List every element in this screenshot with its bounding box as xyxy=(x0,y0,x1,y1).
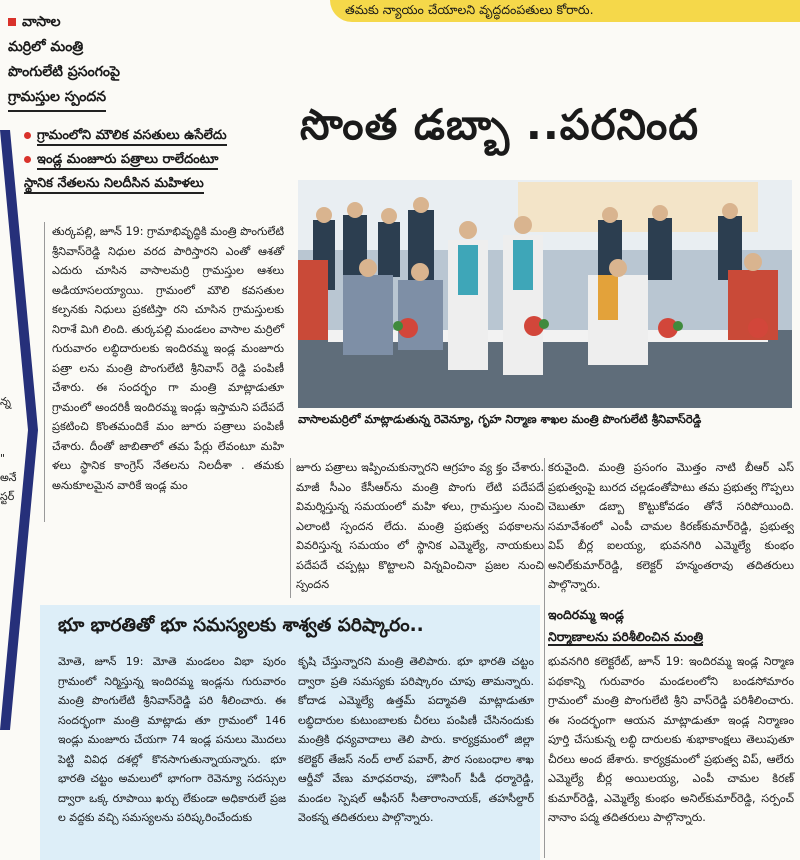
bullet-item-2: ఇండ్ల మంజూరు పత్రాలు రాలేదంటూ xyxy=(24,148,314,172)
article-column-2: జూరు పత్రాలు ఇప్పించుకున్నారని ఆగ్రహం వ్య క్తం చేశారు. మాజీ సీఎం కేసీఆర్‌ను మంత్రి పొంగు లేటి పదేపదే విమర్శిస్తున్న సమయంలో మహి ళలు, గ్రామస్తుల నుంచి ఎలాంటి స్పందన లేదు. మంత్రి ప్రభుత్వ పథకాలను వివరిస్తున్న సమయం లో స్థానిక ఎమ్మెల్యే, నాయకులు పదేపదే చప్పట్లు కొట్టాలని విన్నవించినా ప్రజల నుంచి స్పందన xyxy=(296,461,544,591)
side-story-2-heading-line-2: నిర్మాణాలను పరిశీలించిన మంత్రి xyxy=(548,629,704,644)
boxed-story-headline: భూ భారతితో భూ సమస్యలకు శాశ్వత పరిష్కారం.. xyxy=(58,615,424,636)
column-divider xyxy=(544,458,545,858)
column-divider xyxy=(290,458,291,598)
top-strip-text: తమకు న్యాయం చేయాలని వృద్ధదంపతులు కోరారు. xyxy=(345,2,594,17)
side-heading-line-4: గ్రామస్తుల స్పందన xyxy=(8,85,308,112)
side-heading-line-1: వాసాల xyxy=(8,10,308,35)
bullet-item-3: స్థానిక నేతలను నిలదీసిన మహిళలు xyxy=(24,172,314,196)
article-column-1: తుర్కపల్లి, జూన్ 19: గ్రామాభివృద్ధికి మంత్రి పొంగులేటి శ్రీనివాస్‌రెడ్డి నిధుల వరద పారిస్తారని ఎంతో ఆశతో ఎదురు చూసిన వాసాలమర్రి గ్రామస్తుల ఆశలు అడియాసలయ్యాయి. గ్రామంలో మౌలి కవసతుల కల్పనకు నిధులు ప్రకటిస్తా రని చూసిన గ్రామస్తులకు నిరాశే మిగి లింది. తుర్కపల్లి మండలం వాసాల మర్రిలో గురువారం లబ్ధిదారులకు ఇందిరమ్మ ఇండ్ల మంజూరు పత్రా లను మంత్రి పొంగులేటి శ్రీనివాస్ రెడ్డి పంపిణీ చేశారు. ఈ సందర్భం గా మంత్రి మాట్లాడుతూ గ్రామంలో అందరికీ ఇందిరమ్మ ఇండ్లు ఇస్తామని పదేపదే ప్రకటించి కొంతమందికే మం జూరు పత్రాలు పంపిణీ చేశారు. దీంతో జాబితాలో తమ పేర్లు లేవంటూ మహి ళలు స్థానిక కాంగ్రెస్ నేతలను నిలదీశా . తమకు అనుకూలమైన వారికే ఇండ్ల మం xyxy=(52,225,284,492)
side-heading-line-3: పొంగులేటి ప్రసంగంపై xyxy=(8,64,120,80)
side-story-bullets xyxy=(24,124,314,196)
adjacent-column-cut-text: న్న " అనే స్టర్ xyxy=(0,395,17,503)
article-column-3: కరువైంది. మంత్రి ప్రసంగం మొత్తం నాటి బీఆర్ ఎస్ ప్రభుత్వంపై బురద చల్లడంతోపాటు తమ ప్రభుత్వ గొప్పలు చెబుతూ డబ్బా కొట్టుకోవడం తోనే సరిపోయింది. సమావేశంలో ఎంపీ చామల కిరణ్‌కుమార్‌రెడ్డి, ప్రభుత్వ విప్ బీర్ల ఐలయ్య, భువనగిరి ఎమ్మెల్యే కుంభం అనిల్‌కుమార్‌రెడ్డి, కలెక్టర్ హన్మంతరావు తదితరులు పాల్గొన్నారు. xyxy=(548,461,794,591)
boxed-story-column-1: మోతె, జూన్ 19: మోతె మండలం విభా పురం గ్రామంలో నిర్మిస్తున్న ఇందిరమ్మ ఇండ్లను గురువారం మంత్రి పొంగులేటి శ్రీనివాస్‌రెడ్డి పరి శీలించారు. ఈ సందర్భంగా మంత్రి మాట్లాడు తూ గ్రామంలో 146 ఇండ్లు మంజూరు చేయగా 74 ఇండ్ల పనులు మొదలు పెట్టి వివిధ దశల్లో కొనసాగుతున్నాయన్నారు. భూ భారతి చట్టం అమలులో భాగంగా రెవెన్యూ సదస్సుల ద్వారా ఒక్క రూపాయి ఖర్చు లేకుండా అధికారులే ప్రజ ల వద్దకు వచ్చి సమస్యలను పరిష్కరించేందుకు xyxy=(58,655,286,824)
red-square-icon xyxy=(8,18,16,26)
main-headline: సొంత డబ్బా ..పరనింద xyxy=(300,100,699,149)
side-story-2-heading-line-1: ఇందిరమ్మ ఇండ్ల xyxy=(548,607,624,622)
boxed-story-column-2: కృషి చేస్తున్నారని మంత్రి తెలిపారు. భూ భారతి చట్టం ద్వారా ప్రతి సమస్యకు పరిష్కారం చూపు తామన్నారు. కోదాడ ఎమ్మెల్యే ఉత్తమ్ పద్మావతి మాట్లాడుతూ లబ్ధిదారుల కుటుంబాలకు చీరలు పంపిణీ చేసినందుకు మంత్రికి ధన్యవాదాలు తెలి పారు. కార్యక్రమంలో జిల్లా కలెక్టర్ తేజస్ నంద్ లాల్ పవార్, పౌర సంబంధాల శాఖ ఆర్డీవో వేణు మాధవరావు, హౌసింగ్ పీడీ ధర్మారెడ్డి, మండల స్పెషల్ ఆఫీసర్ సీతారాంనాయక్, తహసీల్దార్ వెంకన్న తదితరులు పాల్గొన్నారు. xyxy=(298,655,534,824)
news-photo xyxy=(298,180,792,408)
bullet-item-1: గ్రామంలోని మౌలిక వసతులు ఉసేలేదు xyxy=(24,124,314,148)
bullet-dot-icon xyxy=(24,132,31,139)
bullet-dot-icon xyxy=(24,156,31,163)
side-story-heading xyxy=(8,10,308,112)
side-story-2-body: భువనగిరి కలెక్టరేట్, జూన్ 19: ఇందిరమ్మ ఇండ్ల నిర్మాణ పథకాన్ని గురువారం మండలంలోని బండసోమారం గ్రామంలో మంత్రి పొంగులేటి శ్రీని వాస్‌రెడ్డి పరిశీలించారు. ఈ సందర్భంగా ఆయన మాట్లాడుతూ ఇండ్ల నిర్మాణం పూర్తి చేసుకున్న లబ్ధి దారులకు శుభాకాంక్షలు తెలుపుతూ చీరలు అంద జేశారు. కార్యక్రమంలో ప్రభుత్వ విప్, ఆలేరు ఎమ్మెల్యే బీర్ల అయిలయ్య, ఎంపీ చామల కిరణ్ కుమార్‌రెడ్డి, ఎమ్మెల్యే కుంభం అనిల్‌కుమార్‌రెడ్డి, సర్పంచ్ నానాం పద్మ తదితరులు పాల్గొన్నారు. xyxy=(548,655,794,824)
side-story-2-heading xyxy=(548,604,794,648)
side-heading-line-2: మర్రిలో మంత్రి xyxy=(8,39,84,55)
column-divider xyxy=(44,222,45,522)
photo-caption: వాసాలమర్రిలో మాట్లాడుతున్న రెవెన్యూ, గృహ నిర్మాణ శాఖల మంత్రి పొంగులేటి శ్రీనివాస్‌రెడ్డి xyxy=(298,412,702,426)
